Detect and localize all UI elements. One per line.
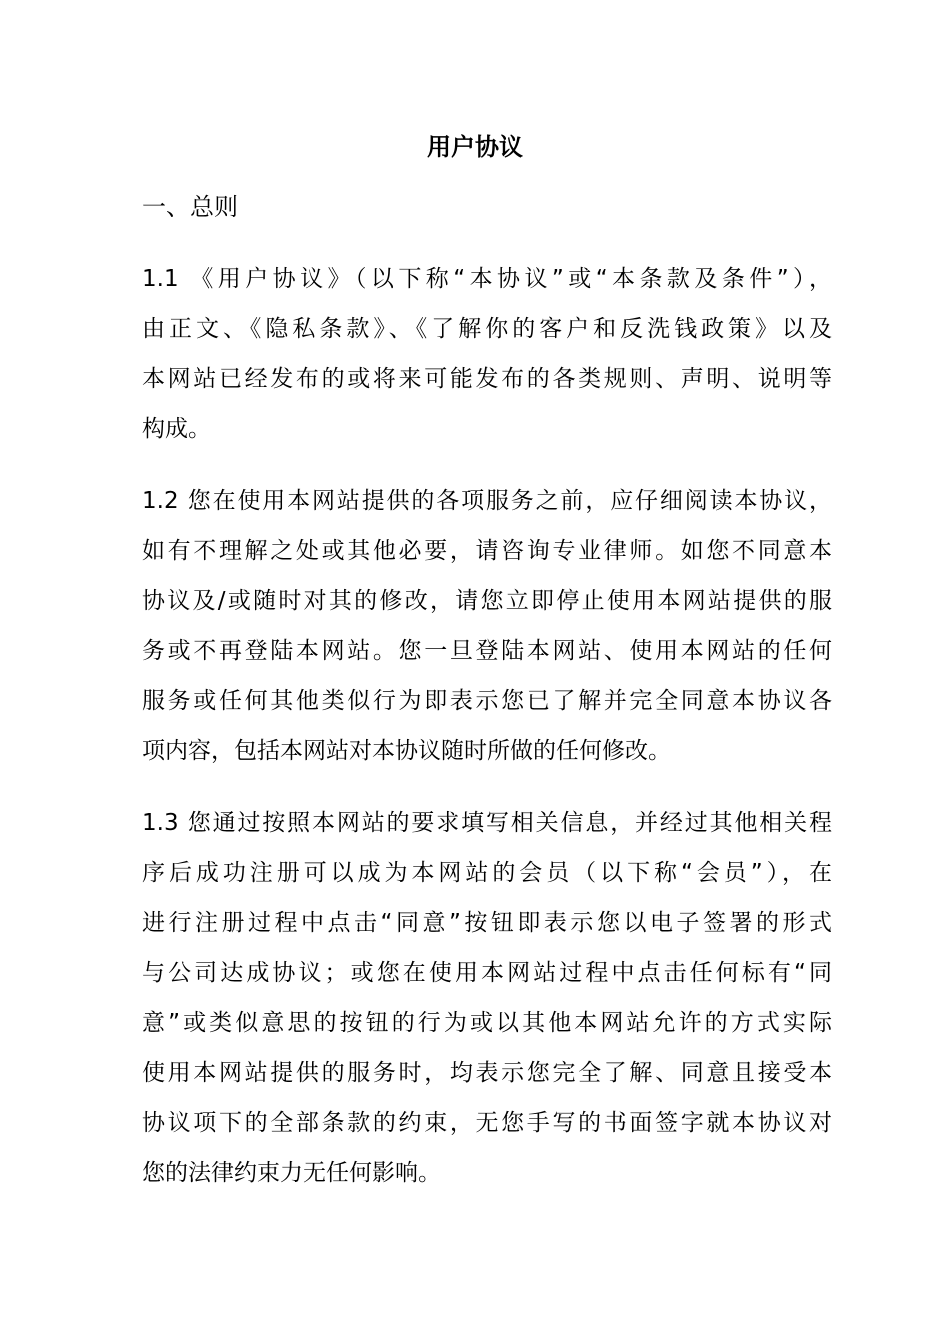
paragraph-line: 构成。 — [142, 416, 211, 442]
paragraph-line: 1.1 《用户协议》（以下称“本协议”或“本条款及条件”）， — [142, 266, 832, 292]
paragraph-line: 使用本网站提供的服务时，均表示您完全了解、同意且接受本 — [142, 1060, 832, 1086]
paragraph-line: 由正文、《隐私条款》、《了解你的客户和反洗钱政策》以及 — [142, 316, 832, 342]
section-heading-general: 一、总则 — [142, 193, 238, 221]
paragraph-line: 项内容，包括本网站对本协议随时所做的任何修改。 — [142, 738, 671, 764]
paragraph-line: 序后成功注册可以成为本网站的会员（以下称“会员”），在 — [142, 860, 832, 886]
paragraph-line: 进行注册过程中点击“同意”按钮即表示您以电子签署的形式 — [142, 910, 832, 936]
paragraph-1-2 — [142, 484, 832, 784]
paragraph-line: 如有不理解之处或其他必要，请咨询专业律师。如您不同意本 — [142, 538, 832, 564]
paragraph-line: 务或不再登陆本网站。您一旦登陆本网站、使用本网站的任何 — [142, 638, 832, 664]
paragraph-line: 1.3 您通过按照本网站的要求填写相关信息，并经过其他相关程 — [142, 810, 832, 836]
paragraph-line: 意”或类似意思的按钮的行为或以其他本网站允许的方式实际 — [142, 1010, 832, 1036]
paragraph-line: 协议项下的全部条款的约束，无您手写的书面签字就本协议对 — [142, 1110, 832, 1136]
paragraph-line: 协议及/或随时对其的修改，请您立即停止使用本网站提供的服 — [142, 588, 832, 614]
paragraph-1-1 — [142, 262, 832, 462]
paragraph-line: 您的法律约束力无任何影响。 — [142, 1160, 441, 1186]
paragraph-line: 1.2 您在使用本网站提供的各项服务之前，应仔细阅读本协议， — [142, 488, 832, 514]
paragraph-line: 本网站已经发布的或将来可能发布的各类规则、声明、说明等 — [142, 366, 832, 392]
document-title: 用户协议 — [427, 133, 523, 161]
paragraph-line: 与公司达成协议；或您在使用本网站过程中点击任何标有“同 — [142, 960, 832, 986]
paragraph-line: 服务或任何其他类似行为即表示您已了解并完全同意本协议各 — [142, 688, 832, 714]
paragraph-1-3 — [142, 806, 832, 1206]
